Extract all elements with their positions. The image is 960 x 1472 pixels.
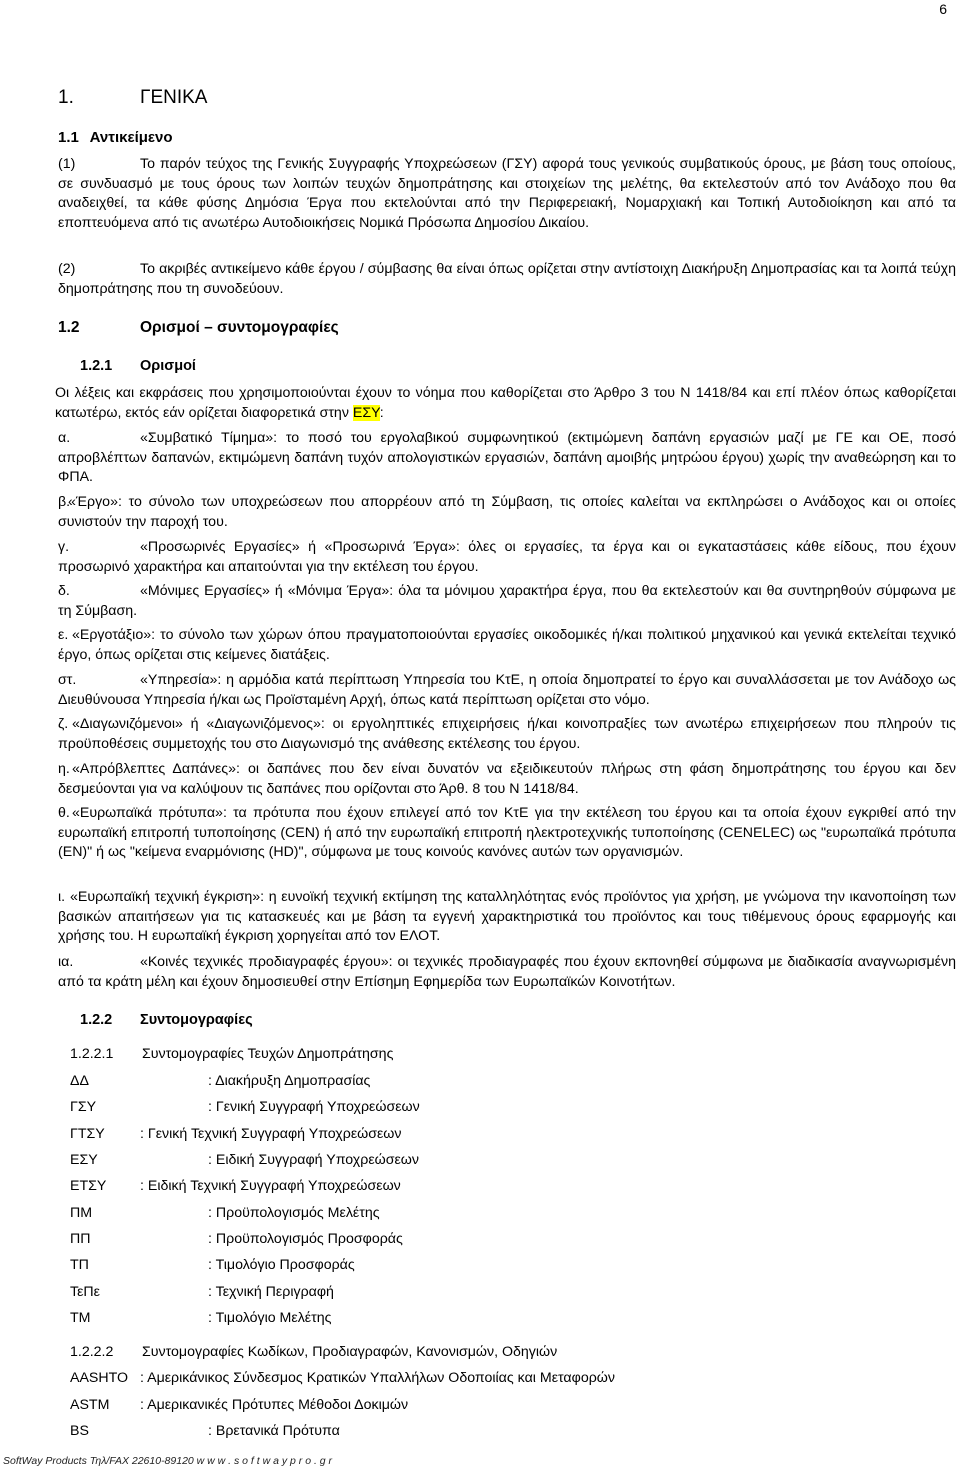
abbreviation-key: ΕΤΣΥ: [70, 1178, 107, 1194]
abbreviation-row: [70, 1098, 420, 1118]
section-number: 1.2.2: [80, 1012, 113, 1028]
section-heading-1-2-1: [80, 357, 196, 377]
definition-marker: α.: [58, 430, 71, 446]
subsection-number: 1.2.2.1: [70, 1046, 114, 1062]
section-number: 1.1: [58, 129, 79, 146]
definition-item: [58, 888, 956, 947]
definition-text: «Ευρωπαϊκά πρότυπα»: τα πρότυπα που έχουν επιλεγεί από τον ΚτΕ για την εκτέλεση του έργου και τα οποία έχουν εγκριθεί από την ευρωπαϊκή επιτροπή τυποποίησης (CEN) ή από την ευρωπαϊκή επιτροπή ηλεκτροτεχνικής τυποποίησης (CENELEC) ως "ευρωπαϊκά πρότυπα (EN)" ή ως "κείμενα εναρμόνισης (HD)", σύμφωνα με τους κοινούς κανόνες αυτών των οργανισμών.: [58, 805, 956, 860]
definition-item: [58, 493, 956, 532]
section-number: 1.: [58, 87, 74, 108]
abbreviation-value: : Προϋπολογισμός Προσφοράς: [208, 1231, 403, 1247]
definition-marker: ι.: [58, 889, 66, 905]
abbreviation-value: : Βρετανικά Πρότυπα: [208, 1423, 340, 1439]
paragraph-text: Το ακριβές αντικείμενο κάθε έργου / σύμβασης θα είναι όπως ορίζεται στην αντίστοιχη Διακήρυξη Δημοπρασίας και τα λοιπά τεύχη δημοπράτησης που τη συνοδεύουν.: [58, 261, 956, 297]
definition-text: «Έργο»: το σύνολο των υποχρεώσεων που απορρέουν από τη Σύμβαση, τις οποίες καλείται να εκπληρώσει ο Ανάδοχος και οι οποίες συνιστούν την παροχή του.: [58, 494, 956, 530]
abbreviation-key: ΓΤΣΥ: [70, 1126, 105, 1142]
abbreviation-value: : Προϋπολογισμός Μελέτης: [208, 1205, 380, 1221]
abbreviation-key: BS: [70, 1423, 89, 1439]
definition-text: «Απρόβλεπτες Δαπάνες»: οι δαπάνες που δεν είναι δυνατόν να εξειδικευτούν πλήρως στη φάση δημοπράτησης του έργου και δεν δεσμεύονται για να καλύψουν τις δαπάνες που ορίζονται στο Άρθ. 8 του Ν 1418/84.: [58, 761, 956, 797]
section-title: Συντομογραφίες: [140, 1012, 253, 1028]
paragraph-marker: (2): [58, 261, 76, 277]
abbreviation-row: [70, 1256, 355, 1276]
abbreviation-row: [70, 1396, 408, 1416]
paragraph-1: [58, 155, 956, 233]
abbreviation-row: [70, 1072, 370, 1092]
definition-item: [58, 626, 956, 665]
definition-item: [58, 582, 956, 621]
abbreviation-value: : Ειδική Τεχνική Συγγραφή Υποχρεώσεων: [140, 1178, 401, 1194]
abbreviation-value: : Γενική Συγγραφή Υποχρεώσεων: [208, 1099, 420, 1115]
abbreviation-key: AASHTO: [70, 1370, 129, 1386]
section-heading-1-1: [58, 128, 173, 148]
abbreviation-row: [70, 1177, 401, 1197]
section-title: Ορισμοί: [140, 358, 196, 374]
intro-text: Οι λέξεις και εκφράσεις που χρησιμοποιούνται έχουν το νόημα που καθορίζεται στο Άρθρο 3 του Ν 1418/84 και επί πλέον όπως καθορίζεται κατωτέρω, εκτός εάν ορίζεται διαφορετικά στην: [55, 385, 956, 421]
section-title: Ορισμοί – συντομογραφίες: [140, 319, 339, 336]
definition-item: [58, 671, 956, 710]
abbreviation-row: [70, 1151, 419, 1171]
abbreviation-key: ΕΣΥ: [70, 1152, 98, 1168]
abbreviation-value: : Τιμολόγιο Προσφοράς: [208, 1257, 355, 1273]
abbreviation-value: : Ειδική Συγγραφή Υποχρεώσεων: [208, 1152, 419, 1168]
page-number: 6: [939, 1, 947, 17]
definition-item: [58, 760, 956, 799]
abbreviation-key: ASTM: [70, 1397, 110, 1413]
definition-text: «Προσωρινές Εργασίες» ή «Προσωρινά Έργα»: όλες οι εργασίες, τα έργα και οι εγκαταστάσεις κάθε είδους, που έχουν προσωρινό χαρακτήρα και απαιτούνται για την εκτέλεση του έργου.: [58, 539, 956, 575]
paragraph-marker: (1): [58, 156, 76, 172]
definition-marker: β.: [58, 494, 71, 510]
abbreviation-key: ΤΠ: [70, 1257, 89, 1273]
definition-text: «Ευρωπαϊκή τεχνική έγκριση»: η ευνοϊκή τεχνική εκτίμηση της καταλληλότητας ενός προϊόντος για χρήση, με γνώμονα την ικανοποίηση των βασικών απαιτήσεων για τις κατασκευές και με βάση τα εγγενή χαρακτηριστικά του προϊόντος και τους τιθέμενους όρους εφαρμογής και χρήσης του. Η ευρωπαϊκή έγκριση χορηγείται από τον ΕΛΟΤ.: [58, 889, 956, 944]
definition-marker: ε.: [58, 627, 69, 643]
abbreviation-value: : Τιμολόγιο Μελέτης: [208, 1310, 332, 1326]
abbreviation-key: ΠΠ: [70, 1231, 91, 1247]
abbreviation-value: : Διακήρυξη Δημοπρασίας: [208, 1073, 371, 1089]
definition-item: [58, 953, 956, 992]
definition-item: [58, 804, 956, 863]
abbreviation-row: [70, 1422, 340, 1442]
definition-text: «Μόνιμες Εργασίες» ή «Μόνιμα Έργα»: όλα τα μόνιμου χαρακτήρα έργα, που θα εκτελεστούν και θα συντηρηθούν σύμφωνα με τη Σύμβαση.: [58, 583, 956, 619]
subsection-title: Συντομογραφίες Τευχών Δημοπράτησης: [142, 1046, 394, 1062]
abbreviation-row: [70, 1125, 401, 1145]
highlighted-term: ΕΣΥ: [352, 404, 380, 421]
definition-item: [58, 538, 956, 577]
definition-marker: δ.: [58, 583, 70, 599]
intro-end: :: [379, 404, 384, 421]
abbreviation-key: ΔΔ: [70, 1073, 89, 1089]
section-title: ΓΕΝΙΚΑ: [140, 87, 208, 108]
definition-item: [58, 429, 956, 488]
abbreviation-value: : Αμερικάνικος Σύνδεσμος Κρατικών Υπαλλήλων Οδοποιίας και Μεταφορών: [140, 1370, 615, 1386]
page-footer: SoftWay Products Τηλ/FAX 22610-89120 w w w . s o f t w a y p r o . g r: [3, 1455, 333, 1467]
abbreviation-row: [70, 1309, 331, 1329]
definition-text: «Κοινές τεχνικές προδιαγραφές έργου»: οι τεχνικές προδιαγραφές που έχουν εκπονηθεί σύμφωνα με διαδικασία αναγνωρισμένη από τα κράτη μέλη και έχουν δημοσιευθεί στην Επίσημη Εφημερίδα των Ευρωπαϊκών Κοινοτήτων.: [58, 954, 956, 990]
definition-marker: ζ.: [58, 716, 69, 732]
definition-marker: η.: [58, 761, 70, 777]
section-heading-1-2: [58, 318, 339, 338]
definition-marker: γ.: [58, 539, 70, 555]
abbreviation-row: [70, 1204, 380, 1224]
definition-text: «Εργοτάξιο»: το σύνολο των χώρων όπου πραγματοποιούνται εργασίες οικοδομικές ή/και πολιτικού μηχανικού και γενικά εκτελείται τεχνικό έργο, όπως ορίζεται στις κείμενες διατάξεις.: [58, 627, 956, 663]
definition-marker: ια.: [58, 954, 74, 970]
abbreviation-key: ΓΣΥ: [70, 1099, 97, 1115]
section-heading-1: [58, 86, 207, 110]
subsection-title: Συντομογραφίες Κωδίκων, Προδιαγραφών, Κανονισμών, Οδηγιών: [142, 1344, 558, 1360]
abbreviation-key: ΤεΠε: [70, 1284, 101, 1300]
definition-text: «Συμβατικό Τίμημα»: το ποσό του εργολαβικού συμφωνητικού (εκτιμώμενη δαπάνη εργασιών μαζί με ΓΕ και ΟΕ, ποσό απροβλέπτων δαπανών, εκτιμώμενη δαπάνη τυχόν απολογιστικών εργασιών, δαπάνη αμοιβής μητρώου έργου) χωρίς την αναθεώρηση και το ΦΠΑ.: [58, 430, 956, 485]
abbreviation-row: [70, 1369, 615, 1389]
definitions-intro: [55, 384, 956, 423]
definition-marker: θ.: [58, 805, 70, 821]
subsection-heading-1-2-2-2: [70, 1343, 557, 1363]
abbreviation-value: : Αμερικανικές Πρότυπες Μέθοδοι Δοκιμών: [140, 1397, 409, 1413]
definition-item: [58, 715, 956, 754]
definition-marker: στ.: [58, 672, 77, 688]
definition-text: «Υπηρεσία»: η αρμόδια κατά περίπτωση Υπηρεσία του ΚτΕ, η οποία δημοπρατεί το έργο και συναλλάσσεται με τον Ανάδοχο ως Διευθύνουσα Υπηρεσία ή/και ως Προϊσταμένη Αρχή, όπως κατά περίπτωση ορίζεται στο νόμο.: [58, 672, 956, 708]
subsection-number: 1.2.2.2: [70, 1344, 114, 1360]
abbreviation-key: ΠΜ: [70, 1205, 93, 1221]
section-number: 1.2.1: [80, 358, 113, 374]
abbreviation-value: : Τεχνική Περιγραφή: [208, 1284, 334, 1300]
abbreviation-row: [70, 1283, 334, 1303]
definition-text: «Διαγωνιζόμενοι» ή «Διαγωνιζόμενος»: οι εργοληπτικές επιχειρήσεις ή/και κοινοπραξίες των ανωτέρω επιχειρήσεων που πληρούν τις προϋποθέσεις συμμετοχής του στο Διαγωνισμό της ανάθεσης εκτέλεσης του έργου.: [58, 716, 956, 752]
abbreviation-value: : Γενική Τεχνική Συγγραφή Υποχρεώσεων: [140, 1126, 402, 1142]
abbreviation-row: [70, 1230, 403, 1250]
section-heading-1-2-2: [80, 1011, 253, 1031]
paragraph-2: [58, 260, 956, 299]
paragraph-text: Το παρόν τεύχος της Γενικής Συγγραφής Υποχρεώσεων (ΓΣΥ) αφορά τους γενικούς συμβατικούς όρους, με βάση τους οποίους, σε συνδυασμό με τους όρους των λοιπών τευχών δημοπράτησης και στοιχείων της μελέτης, θα εκτελεστούν από τον Ανάδοχο που θα αναδειχθεί, τα κάθε φύσης Δημόσια Έργα που εκτελούνται από την Περιφερειακή, Νομαρχιακή και Τοπική Αυτοδιοίκηση και από τα εποπτευόμενα από τις ανωτέρω Αυτοδιοικήσεις Νομικά Πρόσωπα Δημοσίου Δικαίου.: [58, 156, 956, 231]
section-title: Αντικείμενο: [89, 129, 173, 146]
abbreviation-key: ΤΜ: [70, 1310, 91, 1326]
subsection-heading-1-2-2-1: [70, 1045, 393, 1065]
section-number: 1.2: [58, 319, 80, 336]
